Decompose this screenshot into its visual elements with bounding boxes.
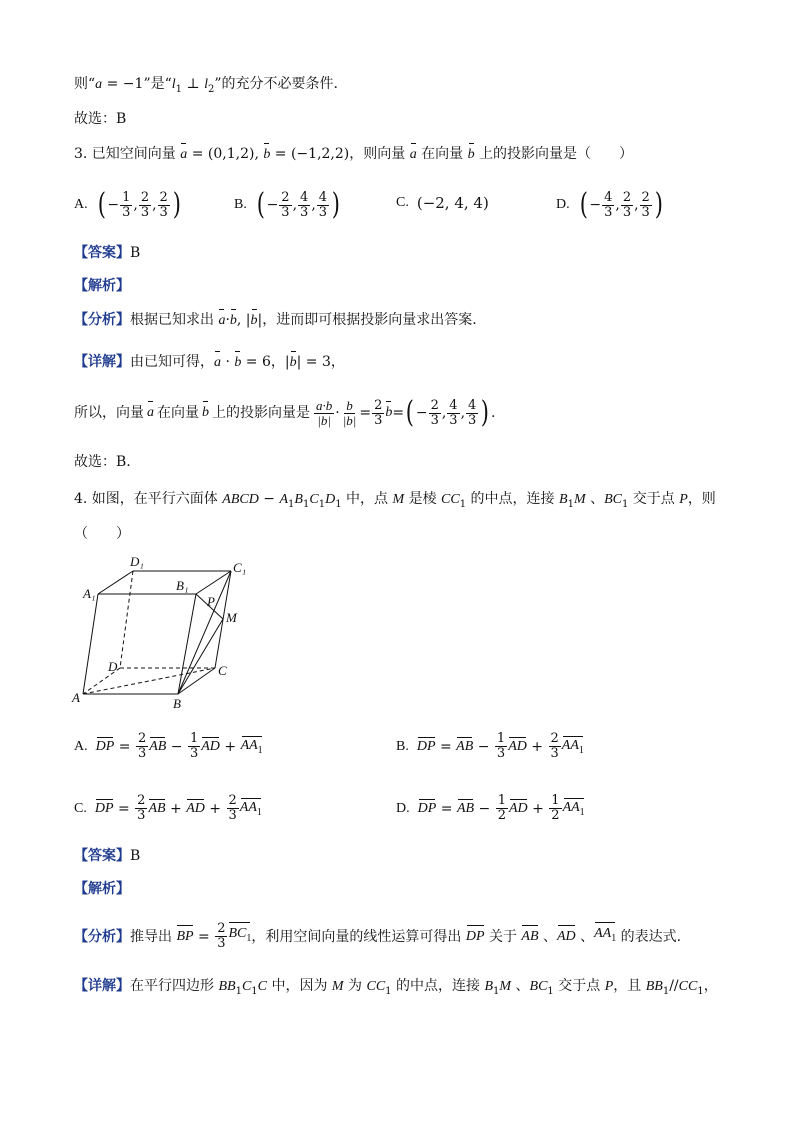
q3-analysis-tag: 【解析】: [74, 278, 130, 294]
label-b1: B₁: [176, 578, 189, 593]
q3-xiangjie: 【详解】由已知可得，a · b = 6，|b| = 3，: [74, 352, 345, 373]
q4-fenxi: 【分析】 推导出 BP = $\frac{2}{3}$ $BC_1$ ，利用空间向量的线性运算可得出 DP 关于 AB 、 AD 、 $AA_1$ 的表达式.: [74, 921, 682, 951]
label-p: P: [207, 594, 215, 609]
q3-suoyi: 所以，向量 a 在向量 b 上的投影向量是 $\frac{a\cdot b}{|b|}$ · $\frac{b}{|b|}$ = $\frac{2}{3}$ b = ( − $\frac{2}{3}$ , $\frac{4}{3}$ , $\frac{4}{3}$ ) .: [74, 395, 496, 430]
q3-stem: 3. 已知空间向量 a = (0,1,2), b = (−1,2,2)，则向量 a 在向量 b 上的投影向量是（ ）: [74, 144, 633, 165]
parallelepiped-figure: [70, 552, 270, 712]
label-b: B: [173, 696, 181, 711]
q3-fenxi: 【分析】根据已知求出 a·b, |b|，进而即可根据投影向量求出答案.: [74, 310, 477, 331]
q3-option-b: B. ( − $\frac{2}{3}$ , $\frac{4}{3}$ , $\frac{4}{3}$ ): [234, 187, 341, 222]
label-c1: C₁: [233, 560, 247, 575]
q4-option-c: C. DP = $\frac{2}{3}$ AB + AD + $\frac{2}{3}$ $AA_1$: [74, 793, 262, 823]
q4-option-a: A. DP = $\frac{2}{3}$ AB − $\frac{1}{3}$ AD + $AA_1$: [74, 731, 263, 761]
q4-analysis-tag: 【解析】: [74, 881, 130, 897]
q4-stem-line1: 4. 如图，在平行六面体 ABCD − $A_1B_1C_1D_1$ 中，点 M 是棱 $CC_1$ 的中点，连接 $B_1M$ 、$BC_1$ 交于点 P，则: [74, 491, 716, 510]
label-a1: A₁: [83, 586, 96, 601]
label-c: C: [218, 663, 227, 678]
q4-xiangjie: 【详解】在平行四边形 $BB_1C_1C$ 中，因为 M 为 $CC_1$ 的中点，连接 $B_1M$ 、$BC_1$ 交于点 P，且 $BB_1//CC_1$，: [74, 978, 718, 997]
q4-answer: 【答案】B: [74, 848, 141, 864]
label-m: M: [226, 610, 237, 625]
q4-stem-line2: （ ）: [74, 526, 130, 542]
q3-answer: 【答案】B: [74, 245, 141, 261]
label-d1: D₁: [130, 554, 144, 569]
q3-option-d: D. ( − $\frac{4}{3}$ , $\frac{2}{3}$ , $\frac{2}{3}$ ): [556, 187, 663, 222]
label-a: A: [72, 690, 80, 705]
q4-option-d: D. DP = AB − $\frac{1}{2}$ AD + $\frac{1}{2}$ $AA_1$: [396, 793, 585, 823]
q3-guxuan: 故选：B.: [74, 454, 131, 470]
q3-option-a: A. ( − $\frac{1}{3}$ , $\frac{2}{3}$ , $\frac{2}{3}$ ): [74, 187, 181, 222]
text-line-choose: 故选：B: [74, 111, 127, 127]
q4-option-b: B. DP = AB − $\frac{1}{3}$ AD + $\frac{2}{3}$ $AA_1$: [396, 731, 584, 761]
q3-option-c: C. (−2, 4, 4): [396, 194, 489, 212]
label-d: D: [108, 659, 118, 674]
text-line-condition: 则“a = −1”是“$l_1$ ⊥ $l_2$”的充分不必要条件.: [74, 76, 338, 95]
